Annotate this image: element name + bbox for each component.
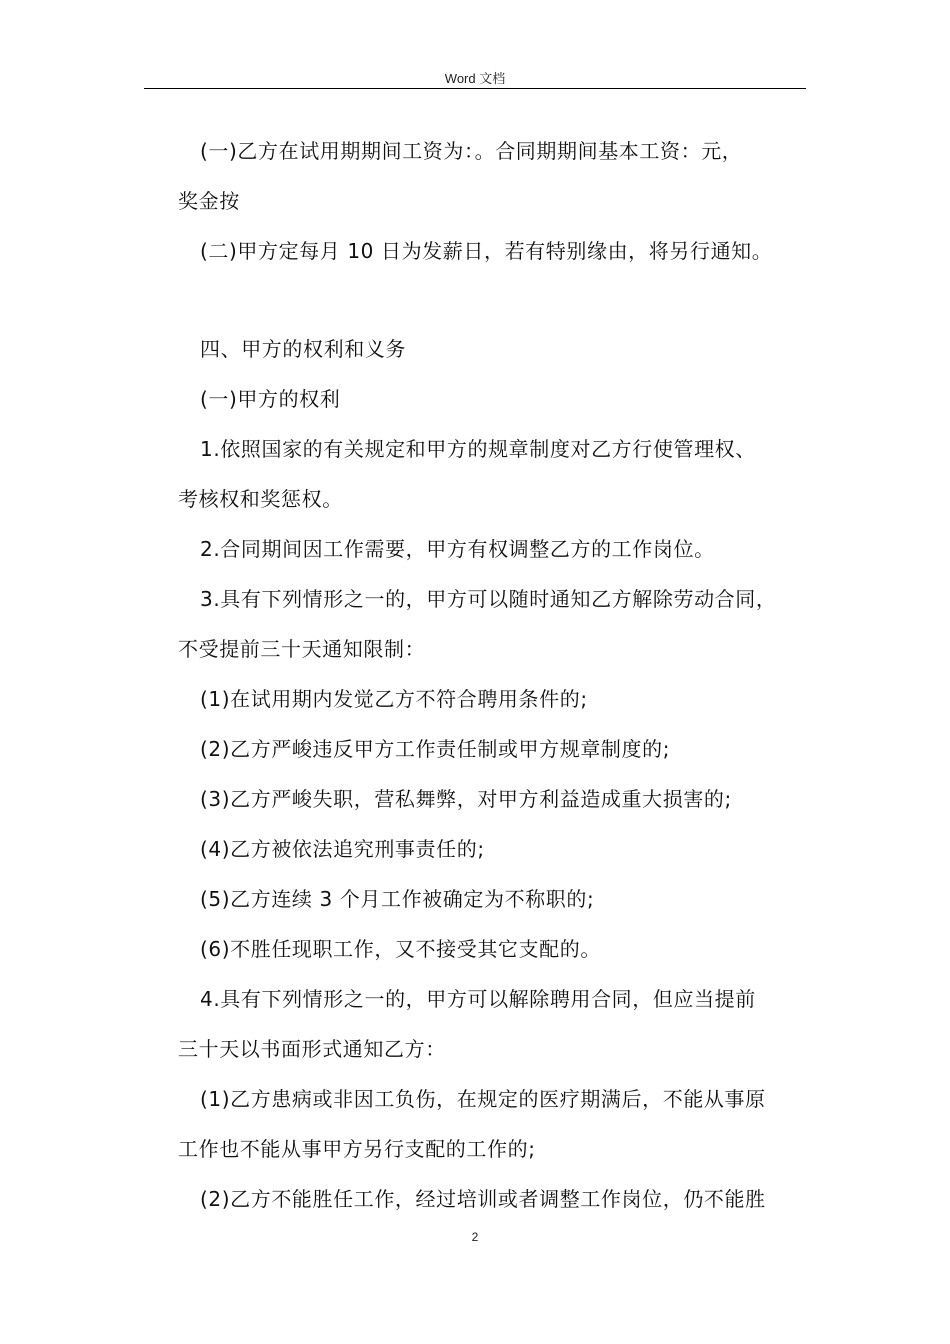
section-heading: 四、甲方的权利和义务	[200, 337, 406, 361]
list-item: (3)乙方严峻失职，营私舞弊，对甲方利益造成重大损害的;	[200, 787, 732, 811]
paragraph-line: 三十天以书面形式通知乙方：	[178, 1037, 446, 1061]
list-item: (6)不胜任现职工作，又不接受其它支配的。	[200, 937, 601, 961]
list-item: (4)乙方被依法追究刑事责任的;	[200, 837, 485, 861]
page-header-title: Word 文档	[444, 71, 506, 86]
paragraph-line: (一)乙方在试用期期间工资为：。合同期期间基本工资：元，	[200, 139, 743, 163]
subsection-heading: (一)甲方的权利	[200, 387, 341, 411]
list-item: (5)乙方连续 3 个月工作被确定为不称职的;	[200, 887, 595, 911]
list-item: (1)在试用期内发觉乙方不符合聘用条件的;	[200, 687, 588, 711]
paragraph-line: 考核权和奖惩权。	[178, 487, 343, 511]
paragraph-line: 4.具有下列情形之一的，甲方可以解除聘用合同，但应当提前	[200, 987, 756, 1011]
list-item: (1)乙方患病或非因工负伤，在规定的医疗期满后，不能从事原	[200, 1087, 766, 1111]
list-item: (2)乙方不能胜任工作，经过培训或者调整工作岗位，仍不能胜	[200, 1187, 766, 1211]
header-divider	[144, 88, 806, 89]
page-number: 2	[471, 1230, 479, 1244]
paragraph-line: 2.合同期间因工作需要，甲方有权调整乙方的工作岗位。	[200, 537, 715, 561]
document-body	[178, 126, 810, 1224]
paragraph-gap	[178, 276, 810, 324]
paragraph-line: 奖金按	[178, 189, 240, 213]
paragraph-line: 工作也不能从事甲方另行支配的工作的;	[178, 1137, 536, 1161]
paragraph-line: 1.依照国家的有关规定和甲方的规章制度对乙方行使管理权、	[200, 437, 756, 461]
paragraph-line: (二)甲方定每月 10 日为发薪日，若有特别缘由，将另行通知。	[200, 239, 773, 263]
paragraph-line: 不受提前三十天通知限制：	[178, 637, 426, 661]
list-item: (2)乙方严峻违反甲方工作责任制或甲方规章制度的;	[200, 737, 671, 761]
paragraph-line: 3.具有下列情形之一的，甲方可以随时通知乙方解除劳动合同，	[200, 587, 777, 611]
